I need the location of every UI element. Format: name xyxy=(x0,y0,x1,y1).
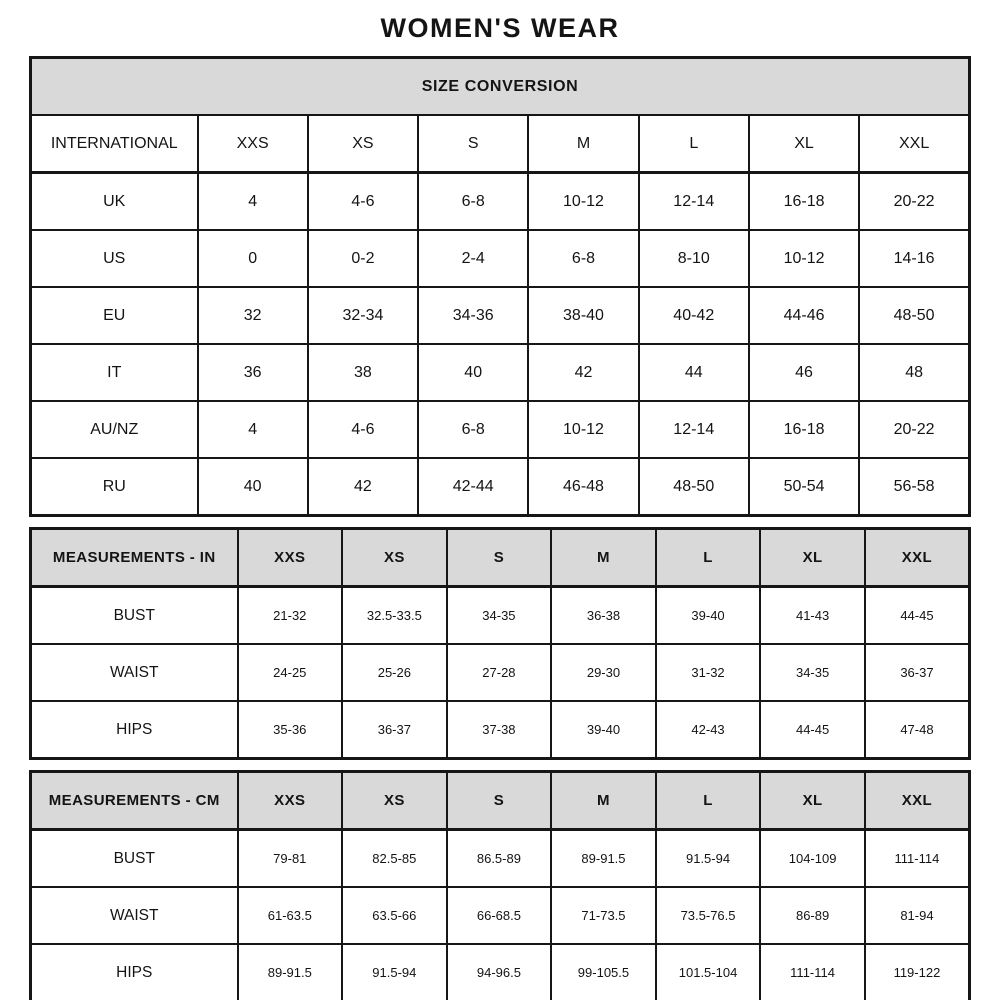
value-cell: 34-36 xyxy=(418,287,528,344)
table-row-uk xyxy=(31,173,970,231)
value-cell: 2-4 xyxy=(418,230,528,287)
value-cell: 73.5-76.5 xyxy=(656,887,761,944)
row-label-waist: WAIST xyxy=(31,887,238,944)
value-cell: 0-2 xyxy=(308,230,418,287)
value-cell: 111-114 xyxy=(760,944,865,1000)
value-cell: 99-105.5 xyxy=(551,944,656,1000)
value-cell: 42 xyxy=(528,344,638,401)
table-row-bust-in xyxy=(31,587,970,645)
size-header-xxl: XXL xyxy=(859,115,969,173)
row-label-it: IT xyxy=(31,344,198,401)
value-cell: 31-32 xyxy=(656,644,761,701)
value-cell: 32.5-33.5 xyxy=(342,587,447,645)
value-cell: 34-35 xyxy=(447,587,552,645)
value-cell: 38 xyxy=(308,344,418,401)
value-cell: 35-36 xyxy=(238,701,343,759)
table-row-it xyxy=(31,344,970,401)
value-cell: 47-48 xyxy=(865,701,970,759)
measurements-cm-header-row xyxy=(31,772,970,830)
value-cell: 10-12 xyxy=(528,401,638,458)
row-label-waist: WAIST xyxy=(31,644,238,701)
size-header-m: M xyxy=(528,115,638,173)
value-cell: 48-50 xyxy=(639,458,749,516)
row-label-bust: BUST xyxy=(31,830,238,888)
value-cell: 39-40 xyxy=(551,701,656,759)
value-cell: 27-28 xyxy=(447,644,552,701)
value-cell: 48 xyxy=(859,344,969,401)
row-label-hips: HIPS xyxy=(31,944,238,1000)
size-header-xxs: XXS xyxy=(198,115,308,173)
size-header-xl: XL xyxy=(749,115,859,173)
value-cell: 82.5-85 xyxy=(342,830,447,888)
value-cell: 89-91.5 xyxy=(238,944,343,1000)
measurements-in-title: MEASUREMENTS - IN xyxy=(31,529,238,587)
value-cell: 111-114 xyxy=(865,830,970,888)
value-cell: 56-58 xyxy=(859,458,969,516)
value-cell: 37-38 xyxy=(447,701,552,759)
size-header-s: S xyxy=(447,772,552,830)
table-row-bust-cm xyxy=(31,830,970,888)
value-cell: 86.5-89 xyxy=(447,830,552,888)
value-cell: 4 xyxy=(198,173,308,231)
measurements-cm-title: MEASUREMENTS - CM xyxy=(31,772,238,830)
table-row-hips-cm xyxy=(31,944,970,1000)
value-cell: 46 xyxy=(749,344,859,401)
value-cell: 25-26 xyxy=(342,644,447,701)
size-header-l: L xyxy=(656,772,761,830)
value-cell: 40 xyxy=(418,344,528,401)
value-cell: 20-22 xyxy=(859,401,969,458)
value-cell: 42 xyxy=(308,458,418,516)
value-cell: 4-6 xyxy=(308,173,418,231)
value-cell: 44-46 xyxy=(749,287,859,344)
size-header-row xyxy=(31,115,970,173)
row-label-us: US xyxy=(31,230,198,287)
size-header-l: L xyxy=(656,529,761,587)
row-label-uk: UK xyxy=(31,173,198,231)
value-cell: 40 xyxy=(198,458,308,516)
table-row-hips-in xyxy=(31,701,970,759)
table-row-us xyxy=(31,230,970,287)
value-cell: 44-45 xyxy=(760,701,865,759)
value-cell: 48-50 xyxy=(859,287,969,344)
value-cell: 32 xyxy=(198,287,308,344)
value-cell: 10-12 xyxy=(528,173,638,231)
value-cell: 32-34 xyxy=(308,287,418,344)
value-cell: 86-89 xyxy=(760,887,865,944)
value-cell: 29-30 xyxy=(551,644,656,701)
value-cell: 89-91.5 xyxy=(551,830,656,888)
value-cell: 34-35 xyxy=(760,644,865,701)
size-header-xs: XS xyxy=(308,115,418,173)
value-cell: 10-12 xyxy=(749,230,859,287)
table-row-waist-in xyxy=(31,644,970,701)
value-cell: 12-14 xyxy=(639,401,749,458)
size-header-xs: XS xyxy=(342,772,447,830)
value-cell: 36-38 xyxy=(551,587,656,645)
value-cell: 42-43 xyxy=(656,701,761,759)
measurements-in-header-row xyxy=(31,529,970,587)
value-cell: 79-81 xyxy=(238,830,343,888)
page-title: WOMEN'S WEAR xyxy=(380,12,620,43)
value-cell: 4-6 xyxy=(308,401,418,458)
value-cell: 40-42 xyxy=(639,287,749,344)
value-cell: 94-96.5 xyxy=(447,944,552,1000)
size-header-xl: XL xyxy=(760,529,865,587)
size-header-xl: XL xyxy=(760,772,865,830)
spacer xyxy=(0,517,1000,527)
size-header-s: S xyxy=(418,115,528,173)
value-cell: 61-63.5 xyxy=(238,887,343,944)
value-cell: 101.5-104 xyxy=(656,944,761,1000)
value-cell: 71-73.5 xyxy=(551,887,656,944)
size-conversion-table xyxy=(29,56,971,517)
size-header-xxl: XXL xyxy=(865,772,970,830)
value-cell: 41-43 xyxy=(760,587,865,645)
value-cell: 36-37 xyxy=(865,644,970,701)
value-cell: 12-14 xyxy=(639,173,749,231)
value-cell: 6-8 xyxy=(528,230,638,287)
value-cell: 16-18 xyxy=(749,173,859,231)
table-row-ru xyxy=(31,458,970,516)
value-cell: 119-122 xyxy=(865,944,970,1000)
row-label-bust: BUST xyxy=(31,587,238,645)
value-cell: 16-18 xyxy=(749,401,859,458)
value-cell: 20-22 xyxy=(859,173,969,231)
value-cell: 104-109 xyxy=(760,830,865,888)
size-header-xxs: XXS xyxy=(238,772,343,830)
value-cell: 21-32 xyxy=(238,587,343,645)
value-cell: 50-54 xyxy=(749,458,859,516)
value-cell: 66-68.5 xyxy=(447,887,552,944)
row-label-international: INTERNATIONAL xyxy=(31,115,198,173)
value-cell: 8-10 xyxy=(639,230,749,287)
value-cell: 36-37 xyxy=(342,701,447,759)
value-cell: 39-40 xyxy=(656,587,761,645)
measurements-in-table xyxy=(29,527,971,760)
size-header-xxl: XXL xyxy=(865,529,970,587)
value-cell: 38-40 xyxy=(528,287,638,344)
row-label-hips: HIPS xyxy=(31,701,238,759)
row-label-eu: EU xyxy=(31,287,198,344)
value-cell: 81-94 xyxy=(865,887,970,944)
size-header-m: M xyxy=(551,772,656,830)
value-cell: 44-45 xyxy=(865,587,970,645)
row-label-ru: RU xyxy=(31,458,198,516)
value-cell: 36 xyxy=(198,344,308,401)
size-header-xxs: XXS xyxy=(238,529,343,587)
size-conversion-title: SIZE CONVERSION xyxy=(31,58,970,116)
value-cell: 0 xyxy=(198,230,308,287)
value-cell: 91.5-94 xyxy=(342,944,447,1000)
value-cell: 4 xyxy=(198,401,308,458)
value-cell: 46-48 xyxy=(528,458,638,516)
size-header-xs: XS xyxy=(342,529,447,587)
size-header-m: M xyxy=(551,529,656,587)
value-cell: 42-44 xyxy=(418,458,528,516)
table-row-waist-cm xyxy=(31,887,970,944)
size-header-l: L xyxy=(639,115,749,173)
table-row-eu xyxy=(31,287,970,344)
measurements-cm-table xyxy=(29,770,971,1000)
value-cell: 63.5-66 xyxy=(342,887,447,944)
spacer xyxy=(0,760,1000,770)
value-cell: 24-25 xyxy=(238,644,343,701)
row-label-aunz: AU/NZ xyxy=(31,401,198,458)
value-cell: 44 xyxy=(639,344,749,401)
size-conversion-band-row xyxy=(31,58,970,116)
value-cell: 6-8 xyxy=(418,401,528,458)
value-cell: 6-8 xyxy=(418,173,528,231)
table-row-aunz xyxy=(31,401,970,458)
size-header-s: S xyxy=(447,529,552,587)
value-cell: 14-16 xyxy=(859,230,969,287)
value-cell: 91.5-94 xyxy=(656,830,761,888)
